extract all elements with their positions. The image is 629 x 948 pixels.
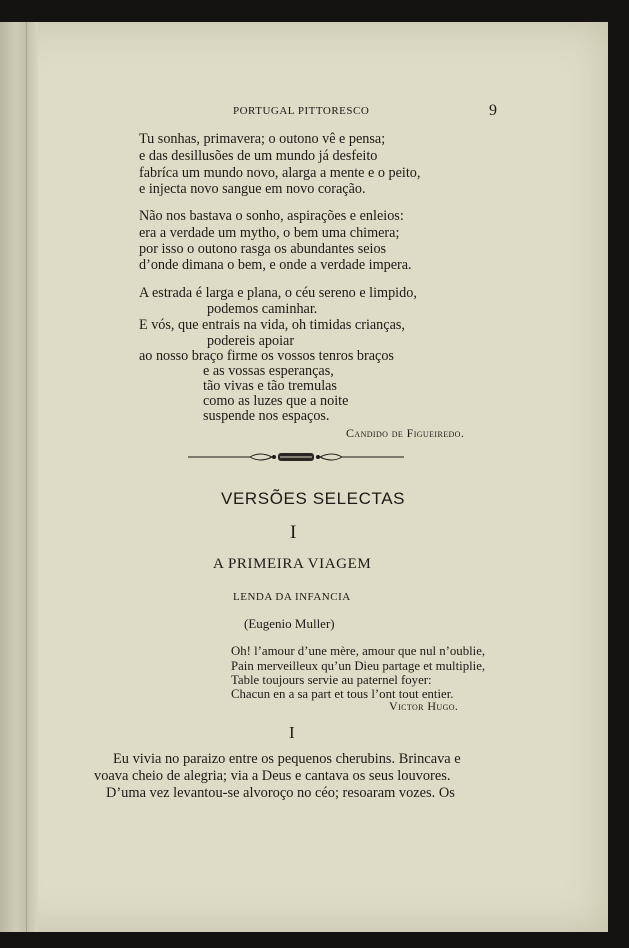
poem-line: e injecta novo sangue em novo coração.	[139, 181, 366, 197]
poem-line: Tu sonhas, primavera; o outono vê e pensa;	[139, 131, 386, 147]
chapter-numeral: I	[289, 723, 295, 742]
poem-line: d’onde dimana o bem, e onde a verdade impera.	[139, 257, 412, 273]
poem-line: E vós, que entrais na vida, oh timidas crianças,	[139, 317, 405, 333]
poem-line: suspende nos espaços.	[203, 408, 330, 424]
ornament-divider	[188, 450, 404, 464]
poem-line: fabríca um mundo novo, alarga a mente e o peito,	[139, 165, 421, 181]
epigraph-attribution: Victor Hugo.	[389, 699, 459, 713]
running-header: PORTUGAL PITTORESCO	[233, 105, 370, 117]
epigraph-line: Table toujours servie au paternel foyer:	[231, 673, 432, 687]
poem-line: tão vivas e tão tremulas	[203, 378, 337, 394]
story-author: (Eugenio Muller)	[244, 616, 335, 631]
poem-line: como as luzes que a noite	[203, 393, 349, 409]
page-number: 9	[489, 102, 497, 119]
prose-line: Eu vivia no paraizo entre os pequenos cherubins. Brincava e	[113, 751, 461, 767]
poem-line: e as vossas esperanças,	[203, 363, 334, 379]
poem-line: era a verdade um mytho, o bem uma chimera;	[139, 225, 400, 241]
prose-line: D’uma vez levantou-se alvoroço no céo; resoaram vozes. Os	[106, 785, 455, 801]
poem-line: podereis apoiar	[207, 333, 295, 349]
story-subtitle: LENDA DA INFANCIA	[233, 591, 351, 603]
epigraph-line: Pain merveilleux qu’un Dieu partage et multiplie,	[231, 659, 486, 673]
story-title: A PRIMEIRA VIAGEM	[213, 556, 372, 572]
section-numeral: I	[290, 522, 297, 543]
poem-line: por isso o outono rasga os abundantes seios	[139, 241, 387, 257]
poem-line: e das desillusões de um mundo já desfeito	[139, 148, 378, 164]
gutter-shadow-line	[26, 22, 27, 932]
page-gutter	[0, 22, 38, 932]
epigraph-line: Oh! l’amour d’une mère, amour que nul n’oublie,	[231, 644, 486, 658]
poem-line: ao nosso braço firme os vossos tenros braços	[139, 348, 394, 364]
prose-line: voava cheio de alegria; via a Deus e cantava os seus louvores.	[94, 768, 451, 784]
poem-line: Não nos bastava o sonho, aspirações e enleios:	[139, 208, 404, 224]
poem-signature: Candido de Figueiredo.	[346, 426, 465, 440]
poem-line: A estrada é larga e plana, o céu sereno e limpido,	[139, 285, 417, 301]
section-title: VERSÕES SELECTAS	[221, 489, 406, 508]
poem-line: podemos caminhar.	[207, 301, 318, 317]
epigraph-line: Chacun en a sa part et tous l’ont tout entier.	[231, 687, 454, 701]
